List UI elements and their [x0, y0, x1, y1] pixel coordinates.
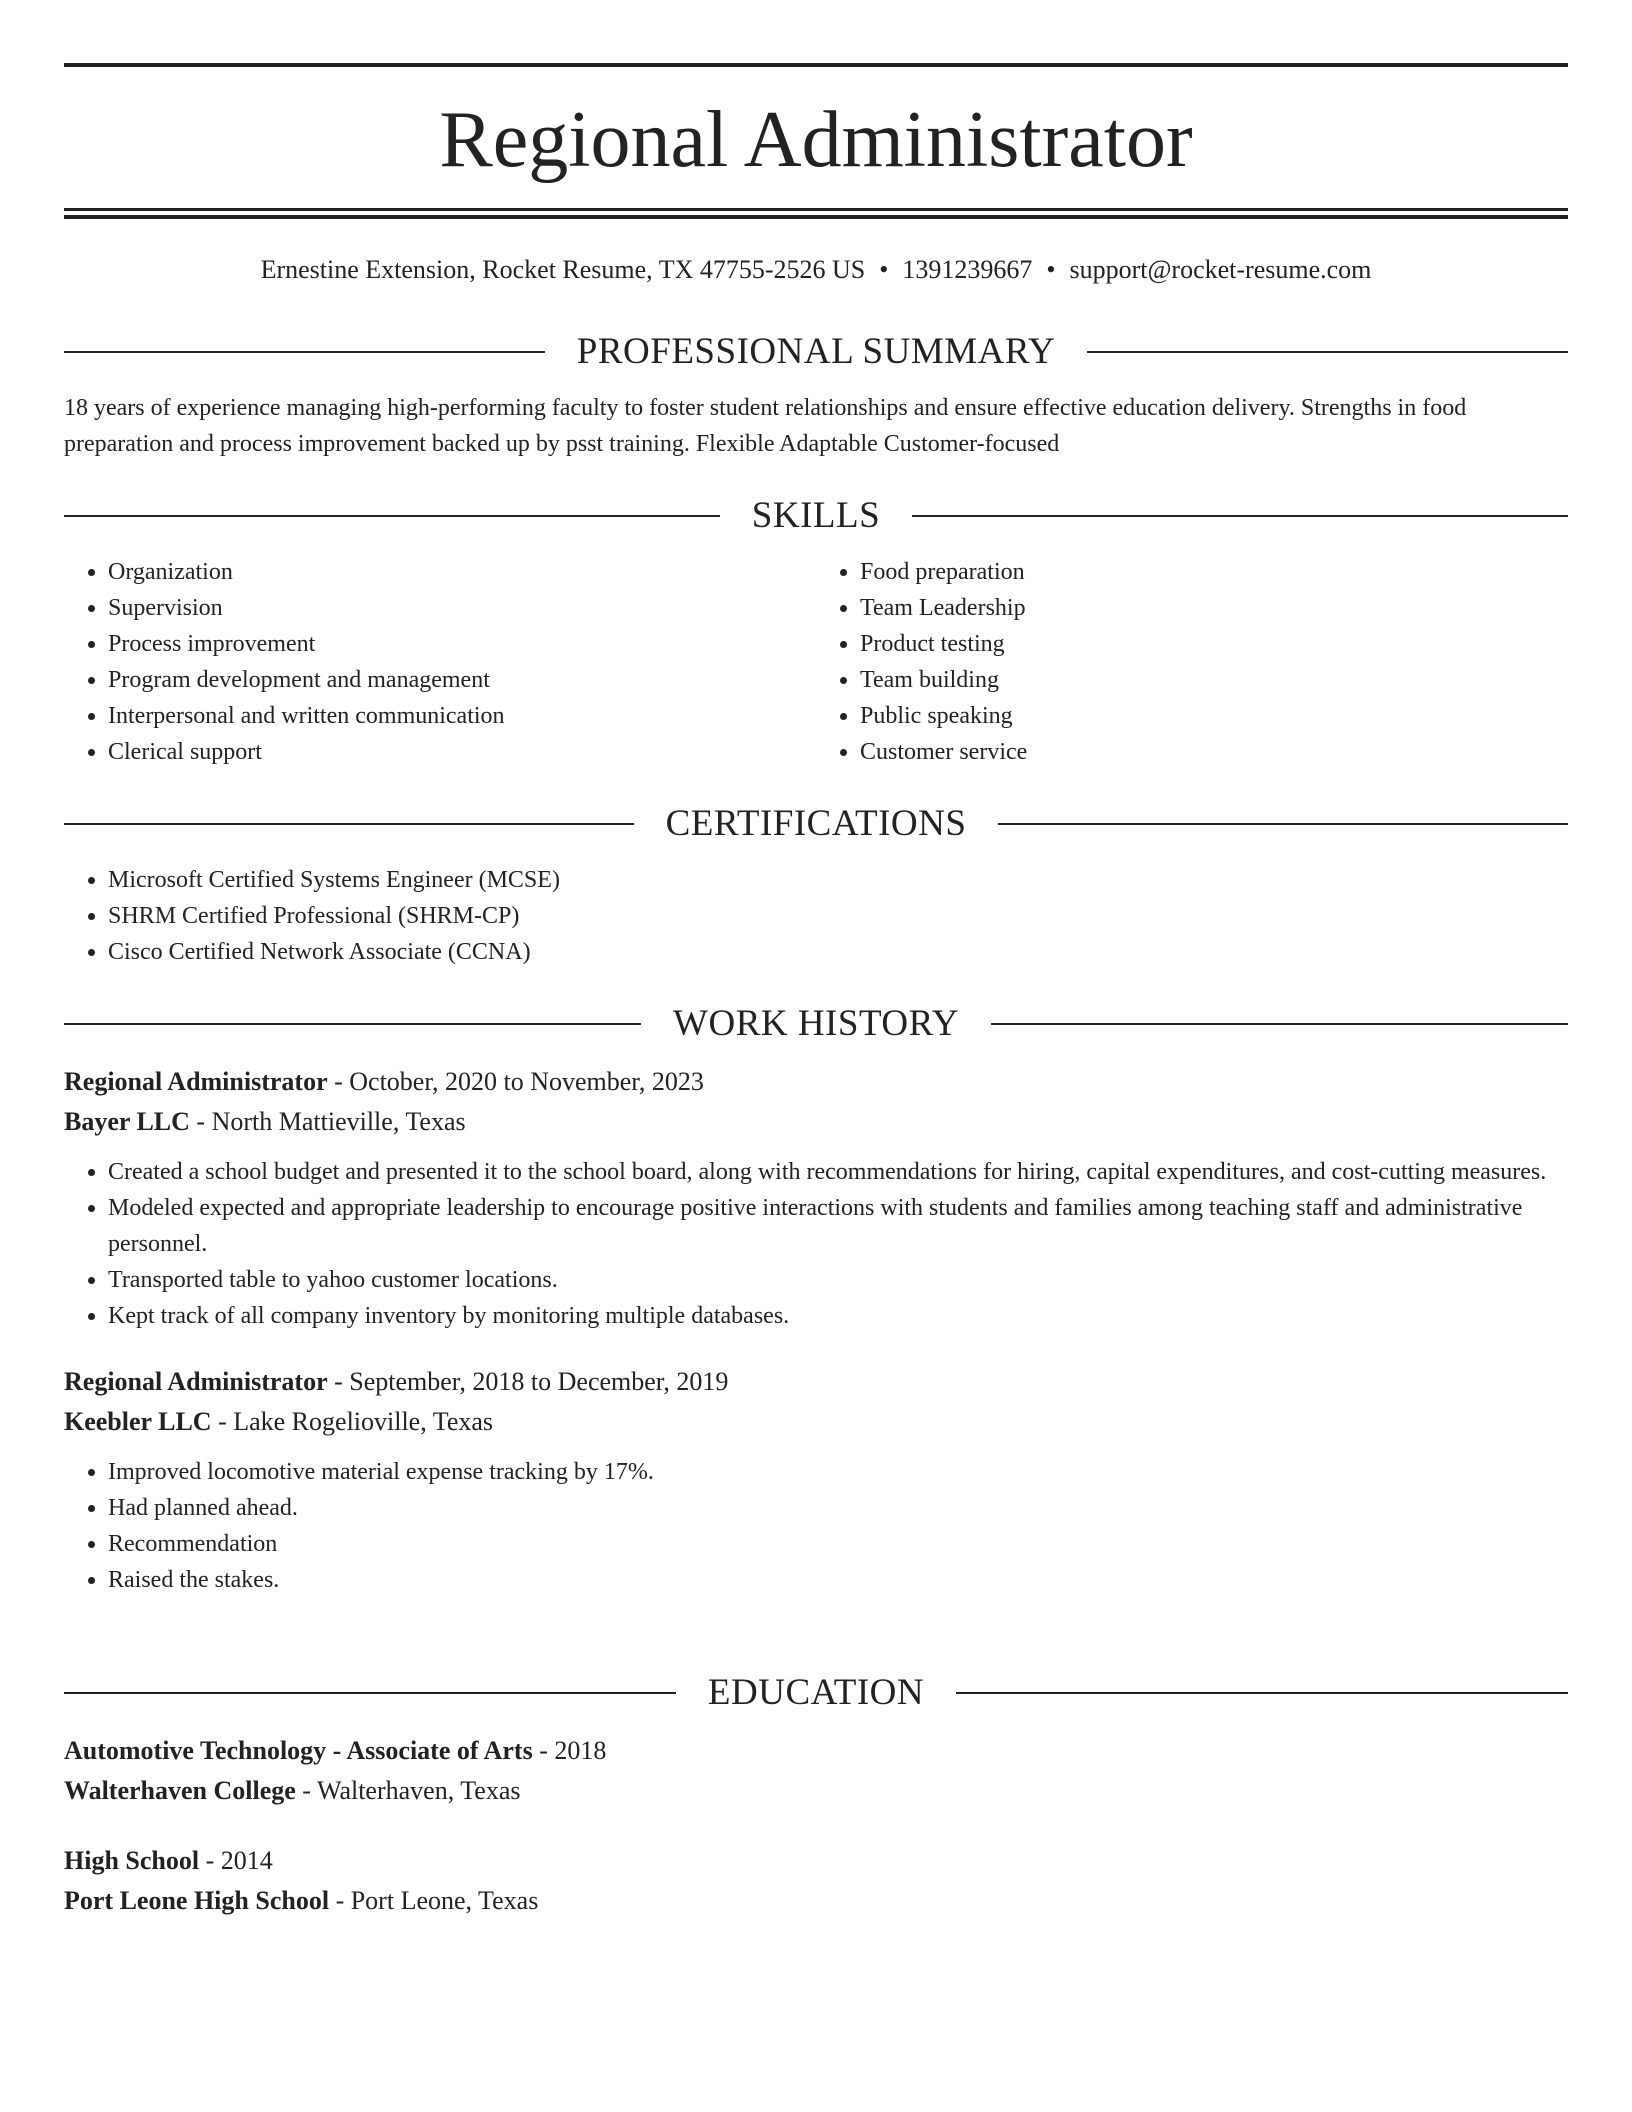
- skills-section: [64, 494, 1568, 770]
- section-title: SKILLS: [751, 495, 881, 536]
- job-title-line: [64, 1062, 1568, 1102]
- summary-section: [64, 330, 1568, 462]
- top-rule: [64, 63, 1568, 67]
- heading-rule: [1087, 351, 1568, 353]
- skill-item: • Clerical support: [108, 734, 816, 770]
- job-entry: [64, 1362, 1568, 1598]
- heading-rule: [64, 515, 720, 517]
- skill-item: • Interpersonal and written communication: [108, 698, 816, 734]
- contact-email[interactable]: support@rocket-resume.com: [1069, 255, 1372, 284]
- education-entry: [64, 1731, 1568, 1811]
- skills-list-right: [816, 554, 1568, 770]
- name-double-rule: [64, 208, 1568, 219]
- summary-text: 18 years of experience managing high-performing faculty to foster student relationships and ensure effective education delivery. Strengths in food preparation and process improvement backed up by psst training. Flexible Adaptable Customer-focused: [64, 395, 1467, 457]
- section-heading: [64, 494, 1568, 538]
- skill-item: • Program development and management: [108, 662, 816, 698]
- job-company: Bayer LLC: [64, 1107, 190, 1136]
- skills-right-column: [816, 554, 1568, 770]
- section-title: CERTIFICATIONS: [665, 803, 967, 844]
- section-title: PROFESSIONAL SUMMARY: [576, 331, 1056, 372]
- education-entry: [64, 1841, 1568, 1921]
- contact-separator: •: [879, 255, 889, 284]
- job-bullets: [64, 1154, 1568, 1334]
- education-degree-line: [64, 1731, 1568, 1771]
- education-school-line: [64, 1771, 1568, 1811]
- job-bullet: • Modeled expected and appropriate leadership to encourage positive interactions with students and families among teaching staff and administrative personnel.: [108, 1190, 1568, 1262]
- skills-left-column: [64, 554, 816, 770]
- education-degree-line: [64, 1841, 1568, 1881]
- job-company-line: [64, 1402, 1568, 1442]
- contact-address: Ernestine Extension, Rocket Resume, TX 47755-2526 US: [260, 255, 866, 284]
- job-bullet: • Created a school budget and presented it to the school board, along with recommendations for hiring, capital expenditures, and cost-cutting measures.: [108, 1154, 1568, 1190]
- skill-item: • Customer service: [860, 734, 1568, 770]
- job-role: Regional Administrator: [64, 1367, 328, 1396]
- contact-separator: •: [1046, 255, 1056, 284]
- job-entry: [64, 1062, 1568, 1334]
- job-dates: - October, 2020 to November, 2023: [327, 1067, 704, 1096]
- heading-rule: [64, 351, 545, 353]
- certification-item: • Cisco Certified Network Associate (CCNA): [108, 934, 1568, 970]
- job-company-line: [64, 1102, 1568, 1142]
- job-company: Keebler LLC: [64, 1407, 212, 1436]
- education-location: - Port Leone, Texas: [329, 1886, 539, 1915]
- section-heading: [64, 1002, 1568, 1046]
- certification-item: • SHRM Certified Professional (SHRM-CP): [108, 898, 1568, 934]
- education-school: Port Leone High School: [64, 1886, 330, 1915]
- heading-rule: [956, 1692, 1568, 1694]
- certifications-section: [64, 802, 1568, 970]
- skill-item: • Process improvement: [108, 626, 816, 662]
- skill-item: • Product testing: [860, 626, 1568, 662]
- education-school: Walterhaven College: [64, 1776, 296, 1805]
- section-title: EDUCATION: [707, 1672, 925, 1713]
- section-title: WORK HISTORY: [673, 1003, 959, 1044]
- education-section: [64, 1671, 1568, 1921]
- skill-item: • Food preparation: [860, 554, 1568, 590]
- job-bullet: • Raised the stakes.: [108, 1562, 1568, 1598]
- skill-item: • Team building: [860, 662, 1568, 698]
- skills-list-left: [64, 554, 816, 770]
- skill-item: • Team Leadership: [860, 590, 1568, 626]
- skills-columns: [64, 554, 1568, 770]
- job-role: Regional Administrator: [64, 1067, 328, 1096]
- certifications-list: [64, 862, 1568, 970]
- section-heading: [64, 1671, 1568, 1715]
- job-bullet: • Had planned ahead.: [108, 1490, 1568, 1526]
- section-heading: [64, 330, 1568, 374]
- heading-rule: [64, 1023, 641, 1025]
- job-location: - North Mattieville, Texas: [189, 1107, 466, 1136]
- section-heading: [64, 802, 1568, 846]
- heading-rule: [912, 515, 1568, 517]
- skill-item: • Public speaking: [860, 698, 1568, 734]
- education-school-line: [64, 1881, 1568, 1921]
- education-degree: High School: [64, 1846, 200, 1875]
- job-title-line: [64, 1362, 1568, 1402]
- education-degree: Automotive Technology - Associate of Arts: [64, 1736, 533, 1765]
- education-location: - Walterhaven, Texas: [295, 1776, 521, 1805]
- education-year: - 2014: [199, 1846, 273, 1875]
- job-bullet: • Recommendation: [108, 1526, 1568, 1562]
- job-dates: - September, 2018 to December, 2019: [327, 1367, 729, 1396]
- job-bullet: • Improved locomotive material expense tracking by 17%.: [108, 1454, 1568, 1490]
- education-year: - 2018: [532, 1736, 607, 1765]
- job-bullet: • Transported table to yahoo customer locations.: [108, 1262, 1568, 1298]
- skill-item: • Supervision: [108, 590, 816, 626]
- job-bullets: [64, 1454, 1568, 1598]
- candidate-name: Regional Administrator: [439, 96, 1193, 184]
- heading-rule: [64, 1692, 676, 1694]
- skill-item: • Organization: [108, 554, 816, 590]
- certification-item: • Microsoft Certified Systems Engineer (MCSE): [108, 862, 1568, 898]
- heading-rule: [64, 823, 634, 825]
- work-history-section: [64, 1002, 1568, 1598]
- job-bullet: • Kept track of all company inventory by monitoring multiple databases.: [108, 1298, 1568, 1334]
- job-location: - Lake Rogelioville, Texas: [211, 1407, 494, 1436]
- heading-rule: [998, 823, 1568, 825]
- contact-phone: 1391239667: [902, 255, 1033, 284]
- heading-rule: [991, 1023, 1568, 1025]
- contact-line: [64, 252, 1568, 288]
